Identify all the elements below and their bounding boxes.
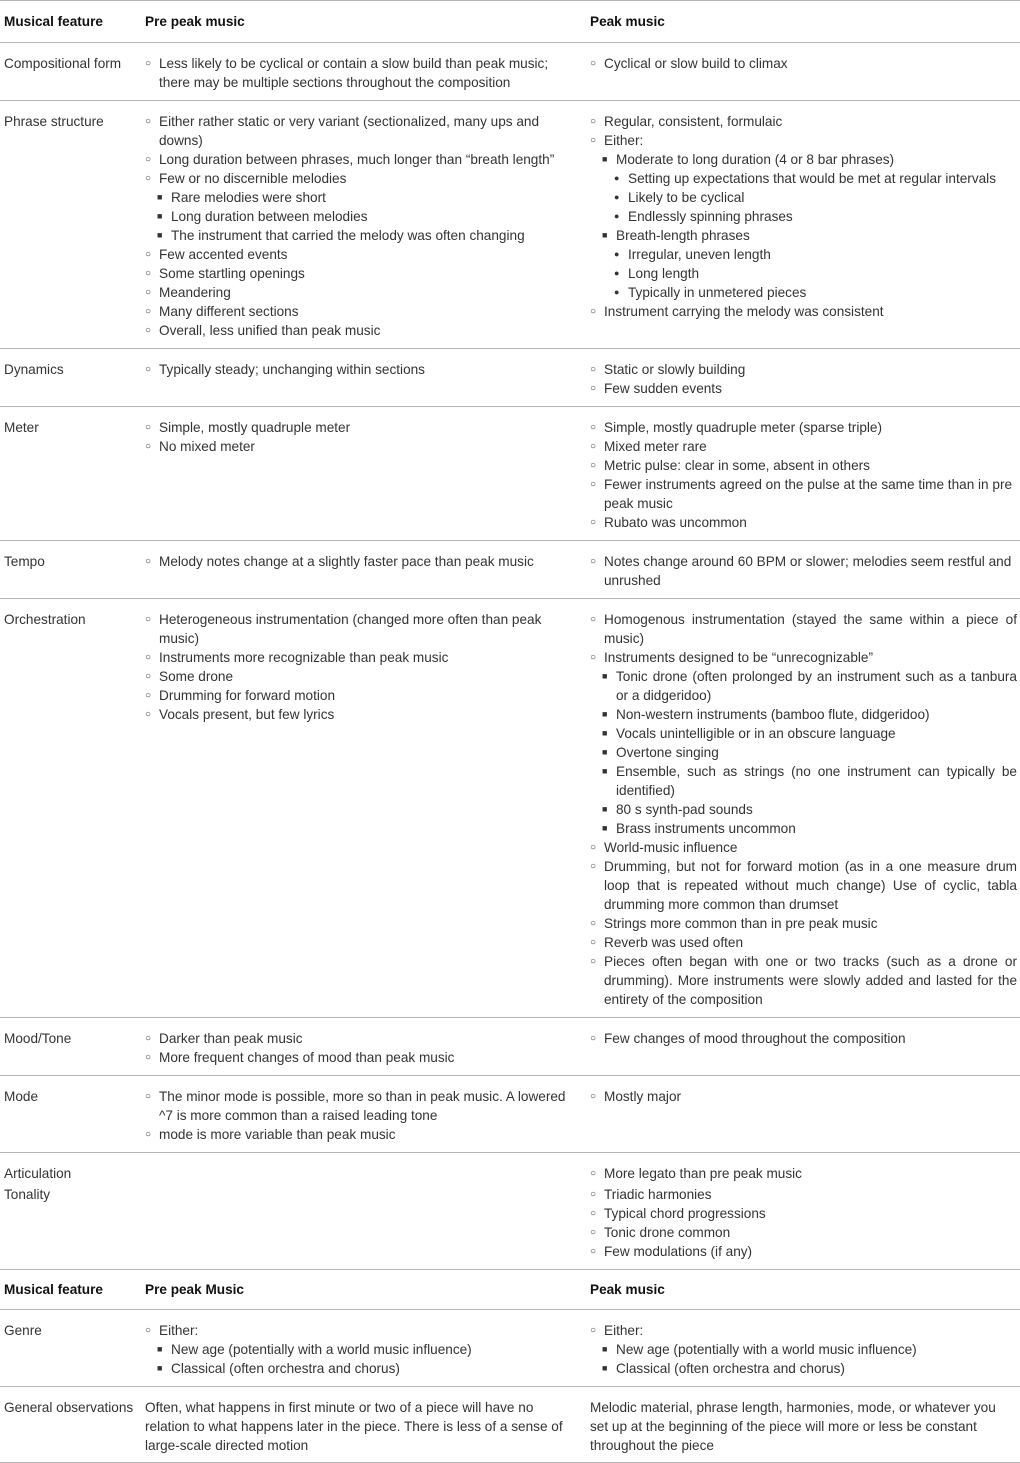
bullet-text: Breath-length phrases bbox=[616, 228, 750, 243]
bullet-item bbox=[145, 226, 576, 245]
bullet-icon: ○ bbox=[145, 709, 152, 720]
bullet-item bbox=[590, 360, 1017, 379]
bullet-item bbox=[145, 1125, 576, 1144]
bullet-icon: ● bbox=[614, 173, 620, 183]
bullet-item bbox=[145, 1087, 576, 1125]
observation-text: Often, what happens in first minute or two of a piece will have no relation to what happens later in the piece. There is less of a sense of large-scale directed motion bbox=[145, 1400, 563, 1453]
bullet-item bbox=[590, 1185, 1017, 1204]
bullet-item bbox=[590, 952, 1017, 1009]
bullet-item bbox=[590, 169, 1017, 188]
bullet-text: Darker than peak music bbox=[159, 1031, 303, 1046]
bullet-text: Fewer instruments agreed on the pulse at the same time than in pre peak music bbox=[604, 477, 1013, 511]
bullet-icon: ○ bbox=[145, 1129, 152, 1140]
bullet-icon: ○ bbox=[590, 479, 597, 490]
bullet-icon: ○ bbox=[590, 1091, 597, 1102]
bullet-text: Reverb was used often bbox=[604, 935, 744, 950]
bullet-item bbox=[590, 857, 1017, 914]
bullet-icon: ○ bbox=[145, 1325, 152, 1336]
pre-peak-cell bbox=[142, 349, 588, 407]
bullet-icon: ○ bbox=[145, 422, 152, 433]
bullet-icon: ○ bbox=[590, 861, 597, 872]
bullet-text: Rubato was uncommon bbox=[604, 515, 747, 530]
bullet-item bbox=[590, 1321, 1017, 1340]
bullet-icon: ■ bbox=[602, 1344, 608, 1354]
bullet-text: New age (potentially with a world music influence) bbox=[616, 1342, 917, 1357]
bullet-item bbox=[590, 264, 1017, 283]
bullet-text: Metric pulse: clear in some, absent in others bbox=[604, 458, 870, 473]
bullet-text: Long length bbox=[628, 266, 700, 281]
table-row bbox=[0, 43, 1020, 101]
bullet-text: Either: bbox=[159, 1323, 199, 1338]
bullet-icon: ■ bbox=[602, 804, 608, 814]
bullet-icon: ○ bbox=[590, 383, 597, 394]
bullet-icon: ○ bbox=[145, 690, 152, 701]
bullet-icon: ○ bbox=[590, 422, 597, 433]
bullet-item bbox=[590, 800, 1017, 819]
bullet-item bbox=[590, 1204, 1017, 1223]
bullet-item bbox=[590, 552, 1017, 590]
bullet-icon: ● bbox=[614, 249, 620, 259]
peak-cell bbox=[588, 349, 1020, 407]
bullet-icon: ○ bbox=[590, 937, 597, 948]
bullet-item bbox=[145, 264, 576, 283]
bullet-icon: ○ bbox=[145, 671, 152, 682]
bullet-item bbox=[145, 1359, 576, 1378]
bullet-icon: ○ bbox=[590, 1325, 597, 1336]
bullet-item bbox=[145, 667, 576, 686]
table-row bbox=[0, 599, 1020, 1018]
bullet-text: More legato than pre peak music bbox=[604, 1166, 802, 1181]
bullet-icon: ■ bbox=[157, 1363, 163, 1373]
bullet-icon: ○ bbox=[590, 517, 597, 528]
bullet-text: Long duration between melodies bbox=[171, 209, 368, 224]
bullet-icon: ○ bbox=[590, 614, 597, 625]
peak-cell bbox=[588, 1153, 1020, 1270]
bullet-icon: ○ bbox=[145, 1091, 152, 1102]
bullet-item bbox=[590, 667, 1017, 705]
bullet-text: More frequent changes of mood than peak music bbox=[159, 1050, 455, 1065]
bullet-item bbox=[590, 379, 1017, 398]
bullet-item bbox=[590, 437, 1017, 456]
pre-peak-cell bbox=[142, 1310, 588, 1387]
bullet-item bbox=[145, 1048, 576, 1067]
bullet-icon: ○ bbox=[590, 1208, 597, 1219]
bullet-icon: ○ bbox=[590, 306, 597, 317]
bullet-item bbox=[590, 1340, 1017, 1359]
pre-peak-cell bbox=[142, 1018, 588, 1076]
bullet-icon: ○ bbox=[590, 1033, 597, 1044]
bullet-icon: ○ bbox=[590, 1227, 597, 1238]
peak-cell bbox=[588, 541, 1020, 599]
bullet-item bbox=[145, 283, 576, 302]
bullet-text: Typical chord progressions bbox=[604, 1206, 766, 1221]
bullet-item bbox=[590, 914, 1017, 933]
pre-peak-cell bbox=[142, 1387, 588, 1463]
bullet-icon: ■ bbox=[157, 1344, 163, 1354]
table-header-row-repeat bbox=[0, 1270, 1020, 1310]
bullet-text: Strings more common than in pre peak music bbox=[604, 916, 878, 931]
bullet-text: New age (potentially with a world music influence) bbox=[171, 1342, 472, 1357]
bullet-item bbox=[145, 1340, 576, 1359]
bullet-text: Less likely to be cyclical or contain a slow build than peak music; there may be multiple sections throughout the composition bbox=[159, 56, 549, 90]
bullet-text: mode is more variable than peak music bbox=[159, 1127, 396, 1142]
bullet-item bbox=[145, 437, 576, 456]
bullet-icon: ■ bbox=[157, 192, 163, 202]
bullet-text: Static or slowly building bbox=[604, 362, 746, 377]
bullet-item bbox=[145, 150, 576, 169]
bullet-text: Drumming for forward motion bbox=[159, 688, 336, 703]
table-row bbox=[0, 349, 1020, 407]
bullet-text: Instruments designed to be “unrecognizable” bbox=[604, 650, 874, 665]
header-peak: Peak music bbox=[588, 1, 1020, 43]
bullet-item bbox=[590, 283, 1017, 302]
bullet-text: Likely to be cyclical bbox=[628, 190, 745, 205]
bullet-item bbox=[590, 188, 1017, 207]
bullet-item bbox=[590, 112, 1017, 131]
bullet-text: Simple, mostly quadruple meter bbox=[159, 420, 351, 435]
bullet-icon: ○ bbox=[145, 306, 152, 317]
row-label: Mode bbox=[0, 1076, 142, 1153]
bullet-icon: ○ bbox=[590, 652, 597, 663]
bullet-icon: ○ bbox=[590, 116, 597, 127]
bullet-icon: ● bbox=[614, 268, 620, 278]
bullet-text: Homogenous instrumentation (stayed the same within a piece of music) bbox=[604, 612, 1017, 646]
peak-cell bbox=[588, 101, 1020, 349]
bullet-item bbox=[590, 475, 1017, 513]
bullet-text: Some startling openings bbox=[159, 266, 305, 281]
bullet-icon: ■ bbox=[602, 766, 608, 776]
header-feature: Musical feature bbox=[0, 1270, 142, 1310]
bullet-item bbox=[590, 54, 1017, 73]
bullet-item bbox=[145, 188, 576, 207]
bullet-item bbox=[145, 245, 576, 264]
bullet-text: Regular, consistent, formulaic bbox=[604, 114, 783, 129]
bullet-text: Cyclical or slow build to climax bbox=[604, 56, 788, 71]
bullet-text: Overtone singing bbox=[616, 745, 719, 760]
row-label-tonality: Tonality bbox=[4, 1187, 51, 1202]
bullet-text: Few changes of mood throughout the composition bbox=[604, 1031, 906, 1046]
pre-peak-cell bbox=[142, 43, 588, 101]
bullet-icon: ○ bbox=[145, 287, 152, 298]
bullet-text: Meandering bbox=[159, 285, 231, 300]
bullet-icon: ○ bbox=[145, 268, 152, 279]
bullet-item bbox=[590, 207, 1017, 226]
pre-peak-cell bbox=[142, 101, 588, 349]
bullet-text: Instrument carrying the melody was consistent bbox=[604, 304, 884, 319]
bullet-item bbox=[590, 1029, 1017, 1048]
bullet-item bbox=[590, 418, 1017, 437]
row-label: Mood/Tone bbox=[0, 1018, 142, 1076]
bullet-item bbox=[590, 648, 1017, 667]
bullet-item bbox=[145, 321, 576, 340]
row-label: Genre bbox=[0, 1310, 142, 1387]
pre-peak-cell bbox=[142, 1153, 588, 1270]
bullet-icon: ○ bbox=[145, 154, 152, 165]
table-row bbox=[0, 541, 1020, 599]
row-label: Meter bbox=[0, 407, 142, 541]
bullet-icon: ○ bbox=[145, 1033, 152, 1044]
bullet-item bbox=[145, 418, 576, 437]
bullet-item bbox=[145, 169, 576, 188]
bullet-text: 80 s synth-pad sounds bbox=[616, 802, 753, 817]
bullet-icon: ○ bbox=[145, 173, 152, 184]
bullet-icon: ○ bbox=[145, 441, 152, 452]
bullet-icon: ● bbox=[614, 287, 620, 297]
bullet-text: Tonic drone (often prolonged by an instrument such as a tanbura or a didgeridoo) bbox=[616, 669, 1017, 703]
bullet-item bbox=[590, 302, 1017, 321]
bullet-text: Classical (often orchestra and chorus) bbox=[171, 1361, 400, 1376]
bullet-icon: ○ bbox=[590, 441, 597, 452]
bullet-item bbox=[590, 131, 1017, 150]
bullet-item bbox=[590, 245, 1017, 264]
bullet-text: Either: bbox=[604, 1323, 644, 1338]
row-label: Dynamics bbox=[0, 349, 142, 407]
bullet-text: Notes change around 60 BPM or slower; melodies seem restful and unrushed bbox=[604, 554, 1012, 588]
bullet-text: Some drone bbox=[159, 669, 234, 684]
bullet-icon: ■ bbox=[602, 154, 608, 164]
pre-peak-cell bbox=[142, 1076, 588, 1153]
bullet-item bbox=[590, 1164, 1017, 1183]
bullet-icon: ○ bbox=[590, 1246, 597, 1257]
bullet-text: Classical (often orchestra and chorus) bbox=[616, 1361, 845, 1376]
bullet-icon: ● bbox=[614, 192, 620, 202]
bullet-icon: ■ bbox=[157, 230, 163, 240]
bullet-icon: ○ bbox=[145, 58, 152, 69]
bullet-item bbox=[590, 838, 1017, 857]
bullet-icon: ○ bbox=[590, 842, 597, 853]
bullet-text: Drumming, but not for forward motion (as in a one measure drum loop that is repeated without much change) Use of cyclic, tabla drumming more common than drumset bbox=[604, 859, 1017, 912]
bullet-icon: ○ bbox=[590, 1189, 597, 1200]
bullet-item bbox=[590, 150, 1017, 169]
bullet-text: Triadic harmonies bbox=[604, 1187, 712, 1202]
bullet-text: Either rather static or very variant (sectionalized, many ups and downs) bbox=[159, 114, 540, 148]
bullet-text: Typically steady; unchanging within sections bbox=[159, 362, 425, 377]
bullet-text: No mixed meter bbox=[159, 439, 255, 454]
bullet-icon: ○ bbox=[590, 556, 597, 567]
bullet-icon: ○ bbox=[145, 556, 152, 567]
bullet-icon: ○ bbox=[590, 956, 597, 967]
bullet-item bbox=[590, 724, 1017, 743]
bullet-item bbox=[590, 1087, 1017, 1106]
bullet-text: The instrument that carried the melody was often changing bbox=[171, 228, 525, 243]
table-row bbox=[0, 101, 1020, 349]
bullet-item bbox=[590, 610, 1017, 648]
peak-cell bbox=[588, 43, 1020, 101]
bullet-item bbox=[590, 819, 1017, 838]
bullet-item bbox=[590, 743, 1017, 762]
table-row bbox=[0, 1018, 1020, 1076]
bullet-item bbox=[145, 54, 576, 92]
row-label-articulation: Articulation bbox=[4, 1166, 72, 1181]
observation-text: Melodic material, phrase length, harmonies, mode, or whatever you set up at the beginning of the piece will more or less be constant throughout the piece bbox=[590, 1400, 996, 1453]
pre-peak-cell bbox=[142, 541, 588, 599]
bullet-item bbox=[590, 456, 1017, 475]
bullet-icon: ○ bbox=[145, 614, 152, 625]
header-pre-peak: Pre peak Music bbox=[142, 1270, 588, 1310]
bullet-text: Melody notes change at a slightly faster pace than peak music bbox=[159, 554, 534, 569]
bullet-text: Few or no discernible melodies bbox=[159, 171, 347, 186]
bullet-icon: ○ bbox=[145, 116, 152, 127]
bullet-text: Brass instruments uncommon bbox=[616, 821, 796, 836]
bullet-item bbox=[145, 1321, 576, 1340]
bullet-text: Simple, mostly quadruple meter (sparse triple) bbox=[604, 420, 883, 435]
bullet-icon: ○ bbox=[145, 652, 152, 663]
peak-cell bbox=[588, 1076, 1020, 1153]
bullet-text: Rare melodies were short bbox=[171, 190, 326, 205]
bullet-icon: ■ bbox=[602, 709, 608, 719]
pre-peak-cell bbox=[142, 407, 588, 541]
table-row bbox=[0, 1153, 1020, 1270]
bullet-item bbox=[145, 705, 576, 724]
bullet-item bbox=[590, 1223, 1017, 1242]
bullet-icon: ○ bbox=[590, 58, 597, 69]
bullet-icon: ○ bbox=[590, 918, 597, 929]
header-pre-peak: Pre peak music bbox=[142, 1, 588, 43]
row-label: Phrase structure bbox=[0, 101, 142, 349]
bullet-text: Setting up expectations that would be met at regular intervals bbox=[628, 171, 997, 186]
bullet-icon: ○ bbox=[145, 249, 152, 260]
bullet-text: Tonic drone common bbox=[604, 1225, 731, 1240]
bullet-text: Non-western instruments (bamboo flute, didgeridoo) bbox=[616, 707, 930, 722]
bullet-text: Either: bbox=[604, 133, 644, 148]
header-feature: Musical feature bbox=[0, 1, 142, 43]
row-label bbox=[0, 1153, 142, 1270]
bullet-item bbox=[145, 1029, 576, 1048]
bullet-item bbox=[590, 762, 1017, 800]
peak-cell bbox=[588, 407, 1020, 541]
bullet-text: World-music influence bbox=[604, 840, 738, 855]
table-row bbox=[0, 1310, 1020, 1387]
bullet-icon: ■ bbox=[602, 230, 608, 240]
bullet-item bbox=[145, 648, 576, 667]
bullet-text: Mostly major bbox=[604, 1089, 682, 1104]
bullet-item bbox=[145, 302, 576, 321]
bullet-icon: ■ bbox=[602, 728, 608, 738]
bullet-text: Long duration between phrases, much longer than “breath length” bbox=[159, 152, 555, 167]
bullet-text: Vocals present, but few lyrics bbox=[159, 707, 335, 722]
table-header-row bbox=[0, 1, 1020, 43]
bullet-text: The minor mode is possible, more so than in peak music. A lowered ^7 is more common than a raised leading tone bbox=[159, 1089, 566, 1123]
bullet-text: Moderate to long duration (4 or 8 bar phrases) bbox=[616, 152, 895, 167]
bullet-text: Heterogeneous instrumentation (changed more often than peak music) bbox=[159, 612, 542, 646]
bullet-text: Pieces often began with one or two tracks (such as a drone or drumming). More instruments were slowly added and lasted for the entirety of the composition bbox=[604, 954, 1017, 1007]
bullet-icon: ○ bbox=[590, 460, 597, 471]
bullet-item bbox=[590, 705, 1017, 724]
peak-cell bbox=[588, 1018, 1020, 1076]
bullet-item bbox=[590, 1359, 1017, 1378]
table-row bbox=[0, 407, 1020, 541]
bullet-text: Overall, less unified than peak music bbox=[159, 323, 381, 338]
bullet-text: Vocals unintelligible or in an obscure language bbox=[616, 726, 896, 741]
bullet-icon: ○ bbox=[145, 1052, 152, 1063]
bullet-text: Irregular, uneven length bbox=[628, 247, 771, 262]
bullet-text: Few accented events bbox=[159, 247, 288, 262]
bullet-item bbox=[145, 552, 576, 571]
bullet-icon: ■ bbox=[602, 671, 608, 681]
header-peak: Peak music bbox=[588, 1270, 1020, 1310]
bullet-icon: ○ bbox=[145, 325, 152, 336]
peak-cell bbox=[588, 1310, 1020, 1387]
bullet-item bbox=[145, 360, 576, 379]
peak-cell bbox=[588, 1387, 1020, 1463]
bullet-icon: ○ bbox=[590, 364, 597, 375]
bullet-text: Many different sections bbox=[159, 304, 299, 319]
bullet-item bbox=[590, 513, 1017, 532]
bullet-icon: ■ bbox=[602, 823, 608, 833]
pre-peak-cell bbox=[142, 599, 588, 1018]
peak-cell bbox=[588, 599, 1020, 1018]
bullet-item bbox=[145, 112, 576, 150]
row-label: General observations bbox=[0, 1387, 142, 1463]
bullet-text: Mixed meter rare bbox=[604, 439, 707, 454]
bullet-text: Few modulations (if any) bbox=[604, 1244, 753, 1259]
row-label: Tempo bbox=[0, 541, 142, 599]
bullet-icon: ○ bbox=[145, 364, 152, 375]
bullet-icon: ■ bbox=[602, 747, 608, 757]
bullet-item bbox=[145, 207, 576, 226]
bullet-text: Instruments more recognizable than peak music bbox=[159, 650, 449, 665]
bullet-text: Typically in unmetered pieces bbox=[628, 285, 807, 300]
bullet-item bbox=[590, 226, 1017, 245]
bullet-text: Few sudden events bbox=[604, 381, 722, 396]
table-row bbox=[0, 1076, 1020, 1153]
bullet-icon: ■ bbox=[157, 211, 163, 221]
bullet-icon: ○ bbox=[590, 1168, 597, 1179]
bullet-icon: ■ bbox=[602, 1363, 608, 1373]
table-row bbox=[0, 1387, 1020, 1463]
bullet-text: Endlessly spinning phrases bbox=[628, 209, 793, 224]
bullet-item bbox=[145, 610, 576, 648]
bullet-text: Ensemble, such as strings (no one instrument can typically be identified) bbox=[616, 764, 1017, 798]
row-label: Orchestration bbox=[0, 599, 142, 1018]
bullet-item bbox=[590, 933, 1017, 952]
bullet-icon: ○ bbox=[590, 135, 597, 146]
row-label: Compositional form bbox=[0, 43, 142, 101]
bullet-icon: ● bbox=[614, 211, 620, 221]
bullet-item bbox=[590, 1242, 1017, 1261]
bullet-item bbox=[145, 686, 576, 705]
